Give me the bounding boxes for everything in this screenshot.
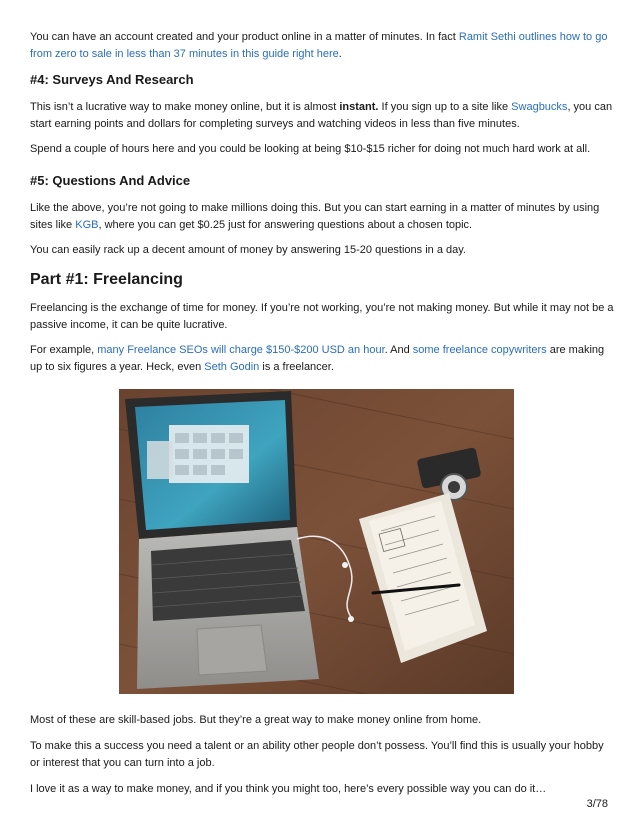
paragraph-freelancing-definition: Freelancing is the exchange of time for money. If you’re not working, you’re not making money. But while it may not be a passive income, it can be quite lucrative.	[30, 302, 614, 331]
kgb-link[interactable]: KGB	[75, 219, 99, 231]
paragraph-surveys: This isn’t a lucrative way to make money online, but it is almost instant. If you sign up to a site like Swagbucks, you can start earning points and dollars for completing surveys and watching videos in less than five minutes.	[30, 101, 613, 130]
paragraph-talent: To make this a success you need a talent or an ability other people don’t possess. You’ll find this is usually your hobby or interest that you can turn into a job.	[30, 740, 604, 769]
swagbucks-link[interactable]: Swagbucks	[511, 101, 568, 113]
ramit-sethi-guide-link[interactable]: Ramit Sethi outlines how to go from zero to sale in less than 37 minutes in this guide right here	[30, 31, 608, 60]
heading-surveys-research: #4: Surveys And Research	[30, 72, 194, 87]
freelance-seo-rates-link[interactable]: many Freelance SEOs will charge $150-$200 USD an hour	[97, 344, 385, 356]
freelance-copywriters-link[interactable]: some freelance copywriters	[412, 344, 547, 356]
laptop-notebook-photo	[119, 389, 514, 694]
paragraph-skill-based: Most of these are skill-based jobs. But they’re a great way to make money online from home.	[30, 714, 482, 726]
paragraph-questions-earnings: You can easily rack up a decent amount of money by answering 15-20 questions in a day.	[30, 244, 466, 256]
paragraph-closing: I love it as a way to make money, and if you think you might too, here’s every possible way you can do it…	[30, 783, 547, 795]
page-number: 3/78	[586, 798, 608, 810]
heading-part1-freelancing: Part #1: Freelancing	[30, 271, 183, 288]
paragraph-freelancing-examples: For example, many Freelance SEOs will charge $150-$200 USD an hour. And some freelance copywriters are making up to six figures a year. Heck, even Seth Godin is a freelancer.	[30, 344, 605, 373]
heading-questions-advice: #5: Questions And Advice	[30, 173, 191, 188]
paragraph-intro: You can have an account created and your product online in a matter of minutes. In fact Ramit Sethi outlines how to go from zero to sale in less than 37 minutes in this guide right here.	[30, 31, 608, 60]
seth-godin-link[interactable]: Seth Godin	[204, 361, 260, 373]
paragraph-surveys-earnings: Spend a couple of hours here and you could be looking at being $10-$15 richer for doing not much hard work at all.	[30, 143, 591, 155]
paragraph-questions: Like the above, you’re not going to make millions doing this. But you can start earning in a matter of minutes by using sites like KGB, where you can get $0.25 just for answering questions about a chosen topic.	[30, 202, 600, 231]
